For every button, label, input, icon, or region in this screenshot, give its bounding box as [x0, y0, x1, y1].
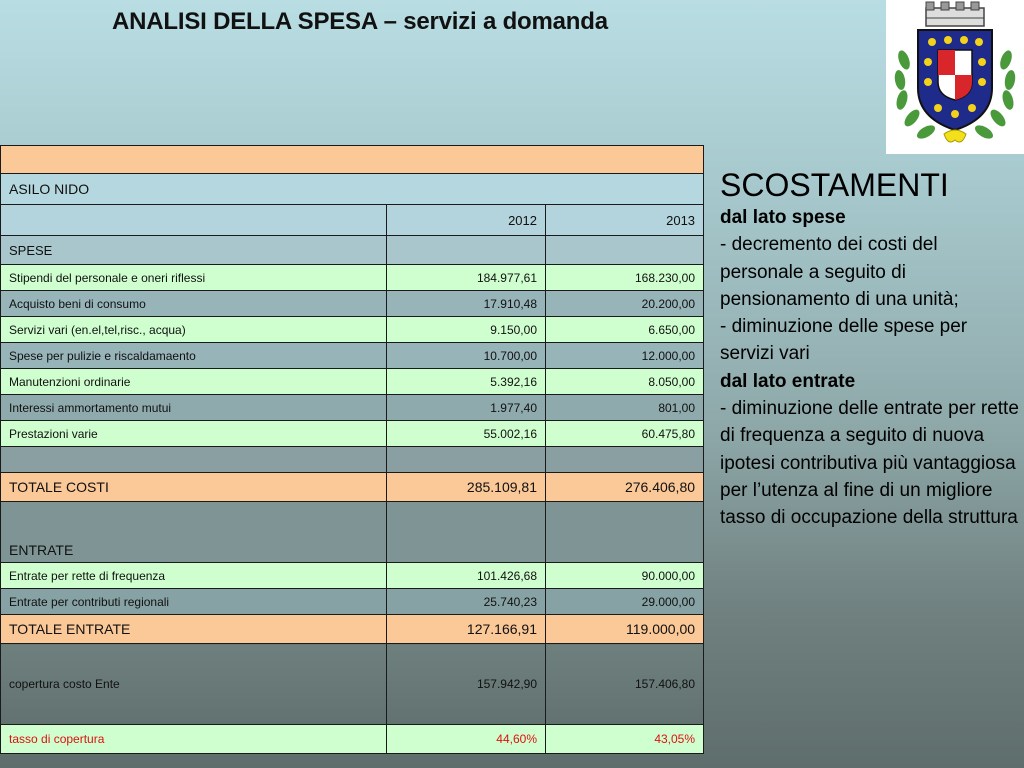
table-row — [1, 563, 704, 589]
spacer-row — [1, 447, 704, 473]
tasso-row — [1, 725, 704, 754]
row-label: Spese per pulizie e riscaldamaento — [1, 343, 387, 369]
row-value-2013: 20.200,00 — [546, 291, 704, 317]
row-label: Entrate per contributi regionali — [1, 589, 387, 615]
table-header-band — [1, 146, 704, 174]
totale-costi-2012: 285.109,81 — [387, 473, 546, 502]
totale-entrate-label: TOTALE ENTRATE — [1, 615, 387, 644]
table-row — [1, 265, 704, 291]
table-row — [1, 395, 704, 421]
row-value-2013: 90.000,00 — [546, 563, 704, 589]
entrate-header-row — [1, 502, 704, 563]
row-value-2012: 17.910,48 — [387, 291, 546, 317]
row-value-2013: 8.050,00 — [546, 369, 704, 395]
year-2013-header: 2013 — [546, 205, 704, 236]
totale-entrate-2012: 127.166,91 — [387, 615, 546, 644]
tasso-label: tasso di copertura — [1, 725, 387, 754]
row-label: Servizi vari (en.el,tel,risc., acqua) — [1, 317, 387, 343]
table-section-row — [1, 174, 704, 205]
table-row — [1, 291, 704, 317]
entrate-text: - diminuzione delle entrate per rette di frequenza a seguito di nuova ipotesi contributiva più vantaggiosa per l’utenza al fine di un migliore tasso di occupazione della struttura — [720, 398, 1019, 529]
table-years-row — [1, 205, 704, 236]
table-row — [1, 589, 704, 615]
copertura-2013: 157.406,80 — [546, 644, 704, 725]
totale-entrate-row — [1, 615, 704, 644]
tasso-2013: 43,05% — [546, 725, 704, 754]
section-label: ASILO NIDO — [1, 174, 704, 205]
spese-subheading: dal lato spese — [720, 207, 846, 228]
totale-entrate-2013: 119.000,00 — [546, 615, 704, 644]
asilo-nido-table — [0, 145, 704, 754]
spese-header-row — [1, 236, 704, 265]
row-value-2012: 9.150,00 — [387, 317, 546, 343]
coat-of-arms-icon — [886, 0, 1024, 154]
row-value-2013: 6.650,00 — [546, 317, 704, 343]
row-value-2013: 12.000,00 — [546, 343, 704, 369]
row-value-2013: 801,00 — [546, 395, 704, 421]
totale-costi-2013: 276.406,80 — [546, 473, 704, 502]
year-2012-header: 2012 — [387, 205, 546, 236]
row-label: Manutenzioni ordinarie — [1, 369, 387, 395]
row-value-2012: 10.700,00 — [387, 343, 546, 369]
row-value-2012: 184.977,61 — [387, 265, 546, 291]
table-row — [1, 369, 704, 395]
row-value-2012: 25.740,23 — [387, 589, 546, 615]
spese-text-1: - decremento dei costi del personale a seguito di pensionamento di una unità; — [720, 234, 959, 310]
table-row — [1, 317, 704, 343]
row-label: Entrate per rette di frequenza — [1, 563, 387, 589]
entrate-label: ENTRATE — [1, 502, 387, 563]
copertura-2012: 157.942,90 — [387, 644, 546, 725]
row-label: Interessi ammortamento mutui — [1, 395, 387, 421]
totale-costi-label: TOTALE COSTI — [1, 473, 387, 502]
spese-label: SPESE — [1, 236, 387, 265]
totale-costi-row — [1, 473, 704, 502]
table-row — [1, 421, 704, 447]
copertura-label: copertura costo Ente — [1, 644, 387, 725]
scostamenti-panel — [720, 166, 1020, 532]
row-value-2012: 5.392,16 — [387, 369, 546, 395]
row-label: Prestazioni varie — [1, 421, 387, 447]
row-value-2013: 168.230,00 — [546, 265, 704, 291]
row-label: Acquisto beni di consumo — [1, 291, 387, 317]
page-title: ANALISI DELLA SPESA – servizi a domanda — [112, 8, 608, 35]
spese-text-2: - diminuzione delle spese per servizi vari — [720, 316, 968, 365]
row-value-2012: 101.426,68 — [387, 563, 546, 589]
row-label: Stipendi del personale e oneri riflessi — [1, 265, 387, 291]
entrate-subheading: dal lato entrate — [720, 370, 856, 392]
scostamenti-heading: SCOSTAMENTI — [720, 167, 949, 203]
table-row — [1, 343, 704, 369]
tasso-2012: 44,60% — [387, 725, 546, 754]
row-value-2013: 60.475,80 — [546, 421, 704, 447]
copertura-row — [1, 644, 704, 725]
row-value-2012: 1.977,40 — [387, 395, 546, 421]
row-value-2012: 55.002,16 — [387, 421, 546, 447]
row-value-2013: 29.000,00 — [546, 589, 704, 615]
